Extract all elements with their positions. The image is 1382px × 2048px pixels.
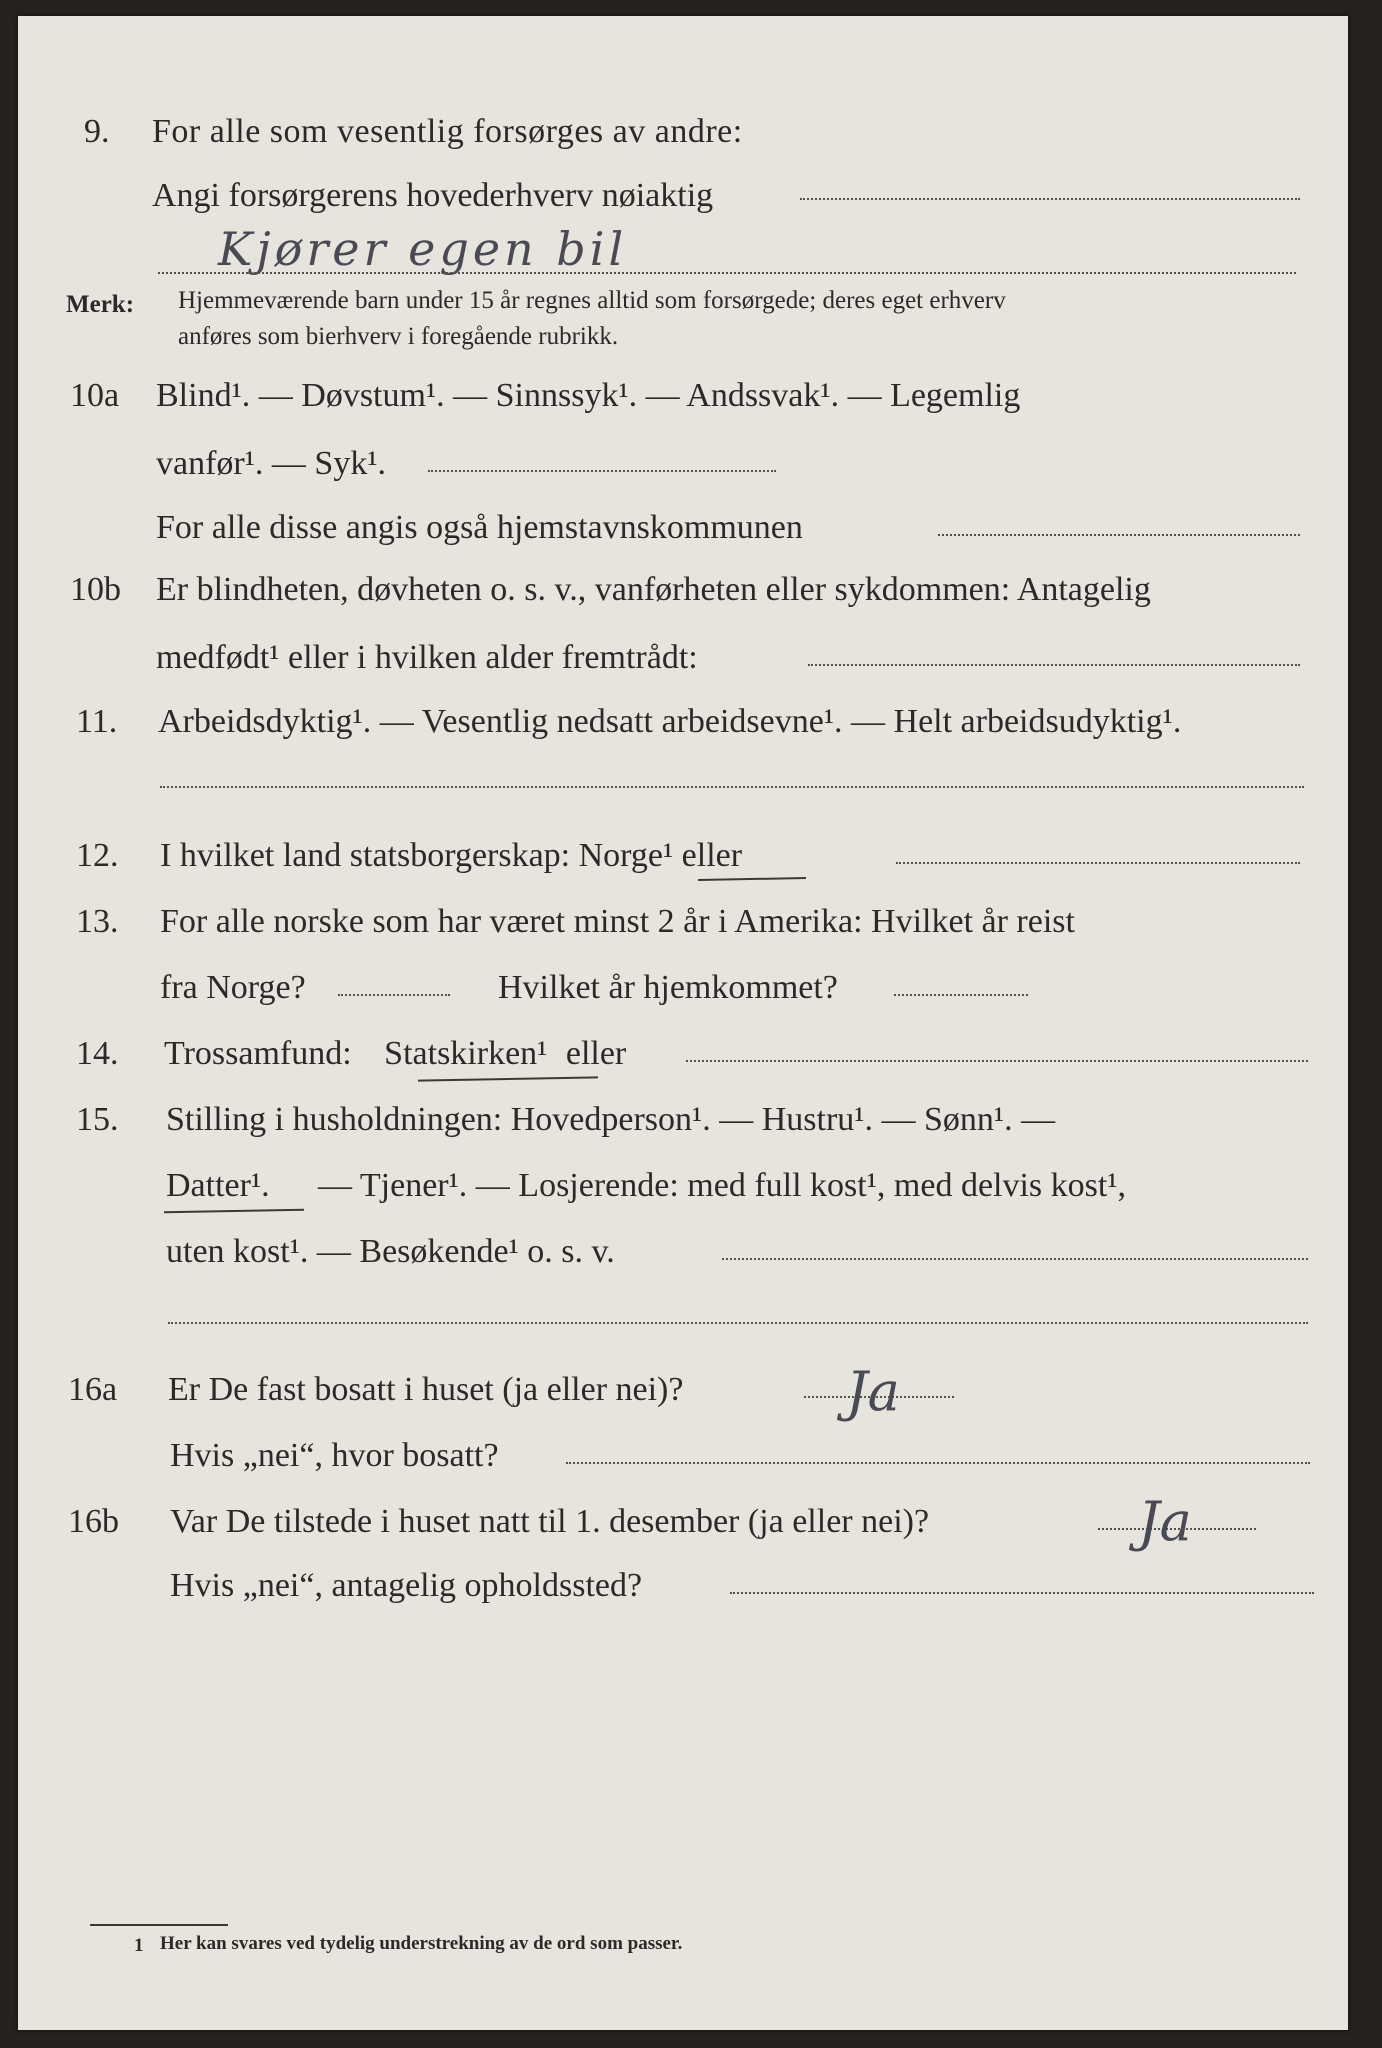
q13-line2a: fra Norge? [160, 969, 306, 1006]
q16a-handwritten-answer: Ja [846, 1360, 900, 1423]
q16b-number: 16b [68, 1503, 119, 1540]
q16a-line2: Hvis „nei“, hvor bosatt? [170, 1437, 499, 1474]
q15-datter-underline [164, 1209, 304, 1213]
q9-number: 9. [84, 113, 110, 150]
q12-answer-line [896, 862, 1300, 864]
q14-question-text: Trossamfund: [164, 1035, 352, 1072]
q9-line2: Angi forsørgerens hovederhverv nøiaktig [152, 177, 714, 214]
q16b-opholdssted-line [730, 1592, 1314, 1594]
q12-norge-underline [698, 877, 806, 881]
q12-choice-norge: Norge¹ [578, 837, 674, 874]
q14-question [164, 1034, 626, 1074]
q12-eller: eller [681, 837, 743, 874]
census-form-page [18, 16, 1348, 2030]
q14-statskirken-underline [418, 1076, 598, 1081]
q12-number: 12. [76, 837, 119, 874]
q16a-bosatt-line [566, 1462, 1310, 1464]
q13-reist-line [338, 994, 450, 996]
q13-line2b: Hvilket år hjemkommet? [498, 969, 838, 1006]
q10b-line1: Er blindheten, døvheten o. s. v., vanførheten eller sykdommen: Antagelig [156, 571, 1151, 608]
q16a-number: 16a [68, 1371, 118, 1408]
q15-number: 15. [76, 1101, 119, 1138]
q11-answer-line [160, 786, 1304, 788]
q13-number: 13. [76, 903, 119, 940]
q15-answer-line2 [168, 1322, 1308, 1324]
q9-answer-line2 [158, 272, 1296, 274]
q10a-line2: vanfør¹. — Syk¹. [156, 445, 387, 482]
merk-line2: anføres som bierhverv i foregående rubrikk. [178, 323, 619, 350]
q10a-line3: For alle disse angis også hjemstavnskommunen [156, 509, 803, 546]
q11-number: 11. [76, 703, 118, 740]
q15-answer-line1 [722, 1258, 1308, 1260]
q13-hjemkommet-line [894, 994, 1028, 996]
q10b-answer-line [808, 664, 1300, 666]
q16b-line2: Hvis „nei“, antagelig opholdssted? [170, 1567, 643, 1604]
q10a-hjemstavn-line [938, 534, 1300, 536]
q10b-number: 10b [70, 571, 121, 608]
q14-number: 14. [76, 1035, 119, 1072]
q16b-line1: Var De tilstede i huset natt til 1. desember (ja eller nei)? [170, 1503, 930, 1540]
q15-line3: uten kost¹. — Besøkende¹ o. s. v. [166, 1233, 615, 1270]
footnote-text: Her kan svares ved tydelig understrekning av de ord som passer. [160, 1933, 683, 1954]
q14-eller: eller [565, 1035, 627, 1072]
q16b-handwritten-answer: Ja [1138, 1490, 1192, 1553]
q9-answer-line1 [800, 198, 1300, 200]
merk-label: Merk: [66, 291, 135, 318]
q12-question [160, 836, 742, 876]
q10a-answer-line [428, 470, 776, 472]
q15-line2-rest: — Tjener¹. — Losjerende: med full kost¹, med delvis kost¹, [318, 1167, 1127, 1204]
q16a-line1: Er De fast bosatt i huset (ja eller nei)? [168, 1371, 684, 1408]
q15-line1: Stilling i husholdningen: Hovedperson¹. — Hustru¹. — Sønn¹. — [166, 1101, 1056, 1138]
footnote-rule [90, 1924, 228, 1926]
q11-line1: Arbeidsdyktig¹. — Vesentlig nedsatt arbeidsevne¹. — Helt arbeidsudyktig¹. [158, 703, 1182, 740]
q13-line1: For alle norske som har været minst 2 år i Amerika: Hvilket år reist [160, 903, 1075, 940]
footnote-number: 1 [134, 1935, 144, 1956]
q10b-line2: medfødt¹ eller i hvilken alder fremtrådt: [156, 639, 698, 676]
merk-line1: Hjemmeværende barn under 15 år regnes alltid som forsørgede; deres eget erhverv [178, 287, 1006, 314]
q15-choice-datter: Datter¹. [166, 1167, 270, 1204]
q10a-line1: Blind¹. — Døvstum¹. — Sinnssyk¹. — Andssvak¹. — Legemlig [156, 377, 1021, 414]
q14-choice-statskirken: Statskirken¹ [384, 1035, 548, 1072]
q14-answer-line [686, 1060, 1308, 1062]
q9-handwritten-answer: Kjører egen bil [218, 222, 628, 276]
q12-question-text: I hvilket land statsborgerskap: [160, 837, 571, 874]
q9-line1: For alle som vesentlig forsørges av andre: [152, 113, 743, 150]
q10a-number: 10a [70, 377, 120, 414]
